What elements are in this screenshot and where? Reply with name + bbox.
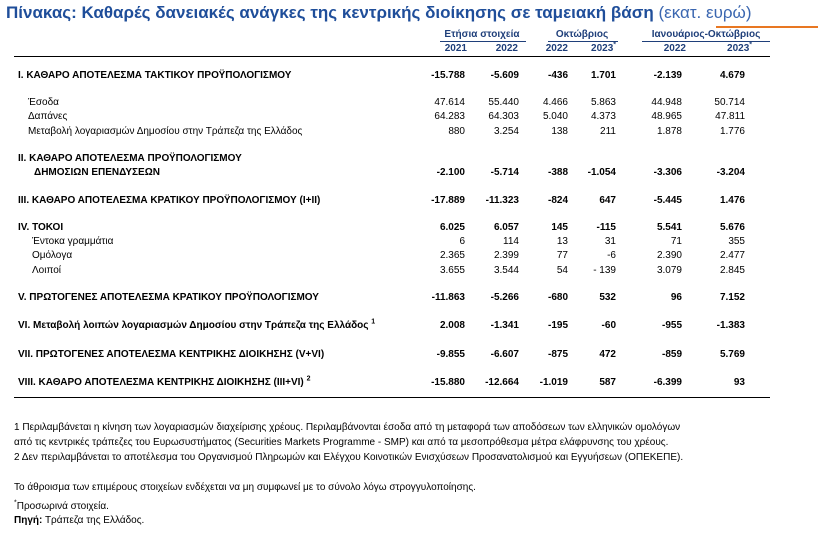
row-value: 114: [503, 236, 519, 247]
rounding-note: Το άθροισμα των επιμέρους στοιχείων ενδέχεται να μη συμφωνεί με το σύνολο λόγω στρογγυλοποίησης.: [14, 482, 476, 493]
row-value: -2.139: [653, 70, 682, 81]
row-label: VII. ΠΡΩΤΟΓΕΝΕΣ ΑΠΟΤΕΛΕΣΜΑ ΚΕΝΤΡΙΚΗΣ ΔΙΟΙΚΗΣΗΣ (V+VI): [18, 349, 325, 360]
table-title: [6, 3, 752, 23]
header-group-annual: Ετήσια στοιχεία: [444, 29, 520, 40]
row-value: 4.466: [542, 97, 568, 108]
row-value: -2.100: [436, 167, 465, 178]
row-label: Δαπάνες: [28, 111, 68, 122]
table-row: [0, 250, 821, 263]
row-value: 3.079: [656, 265, 682, 276]
row-value: 48.965: [651, 111, 682, 122]
row-value: 1.878: [656, 126, 682, 137]
row-value: -680: [547, 292, 568, 303]
header-year: 2022: [545, 43, 568, 54]
row-value: 13: [556, 236, 568, 247]
row-value: -15.788: [431, 70, 465, 81]
row-value: 5.769: [719, 349, 745, 360]
row-value: 64.303: [488, 111, 519, 122]
row-value: 472: [599, 349, 616, 360]
header-year: 2022: [663, 43, 686, 54]
row-value: -9.855: [436, 349, 465, 360]
row-label: ΔΗΜΟΣΙΩΝ ΕΠΕΝΔΥΣΕΩΝ: [34, 167, 160, 178]
row-value: 2.008: [439, 320, 465, 331]
row-value: -6.399: [653, 377, 682, 388]
row-value: -6.607: [490, 349, 519, 360]
row-value: -955: [661, 320, 682, 331]
row-value: -875: [547, 349, 568, 360]
table-row: [0, 111, 821, 124]
row-value: 2.399: [493, 250, 519, 261]
row-value: 880: [448, 126, 465, 137]
row-value: - 139: [593, 265, 616, 276]
table-row: [0, 153, 821, 166]
row-value: 4.373: [590, 111, 616, 122]
row-value: -824: [547, 195, 568, 206]
row-value: 71: [670, 236, 682, 247]
row-label: II. ΚΑΘΑΡΟ ΑΠΟΤΕΛΕΣΜΑ ΠΡΟΫΠΟΛΟΓΙΣΜΟΥ: [18, 153, 242, 164]
row-label: Ομόλογα: [32, 250, 73, 261]
row-label: I. ΚΑΘΑΡΟ ΑΠΟΤΕΛΕΣΜΑ ΤΑΚΤΙΚΟΥ ΠΡΟΫΠΟΛΟΓΙΣΜΟΥ: [18, 70, 292, 81]
row-value: -1.054: [587, 167, 616, 178]
row-value: -436: [547, 70, 568, 81]
header-group-october: Οκτώβριος: [555, 29, 609, 40]
row-label: Λοιποί: [32, 265, 62, 276]
row-value: 50.714: [714, 97, 745, 108]
table-row: [0, 320, 821, 333]
header-year: 2021: [444, 43, 467, 54]
row-label: IV. ΤΟΚΟΙ: [18, 222, 64, 233]
row-value: 93: [733, 377, 745, 388]
row-value: 7.152: [719, 292, 745, 303]
row-value: 5.040: [542, 111, 568, 122]
row-value: 77: [556, 250, 568, 261]
row-value: -859: [661, 349, 682, 360]
header-group-october-underline: [548, 41, 618, 42]
table-row: [0, 126, 821, 139]
row-value: 54: [556, 265, 568, 276]
row-value: -1.383: [716, 320, 745, 331]
row-value: -388: [547, 167, 568, 178]
row-label: Έντοκα γραμμάτια: [32, 236, 114, 247]
row-label: VIII. ΚΑΘΑΡΟ ΑΠΟΤΕΛΕΣΜΑ ΚΕΝΤΡΙΚΗΣ ΔΙΟΙΚΗΣΗΣ (III+VI) $^2$: [18, 375, 311, 388]
row-value: 3.655: [439, 265, 465, 276]
row-value: 55.440: [488, 97, 519, 108]
row-value: -17.889: [431, 195, 465, 206]
row-value: 5.676: [719, 222, 745, 233]
table-row: [0, 97, 821, 110]
row-value: -115: [596, 222, 616, 233]
row-value: 31: [604, 236, 616, 247]
footnote-1-line-1: 1 Περιλαμβάνεται η κίνηση των λογαριασμών διαχείρισης χρέους. Περιλαμβάνονται έσοδα από τη μεταφορά των αποδόσεων των ελληνικών ομολόγων: [14, 422, 681, 433]
source-note: Πηγή: Τράπεζα της Ελλάδος.: [14, 515, 145, 526]
row-value: -5.609: [490, 70, 519, 81]
row-value: 1.701: [590, 70, 616, 81]
row-value: -11.863: [431, 292, 465, 303]
row-value: -5.714: [490, 167, 519, 178]
title-unit: (εκατ. ευρώ): [658, 3, 752, 22]
row-value: 2.845: [719, 265, 745, 276]
row-value: 2.477: [719, 250, 745, 261]
table-row: [0, 195, 821, 208]
row-value: 211: [600, 126, 616, 137]
row-value: -3.204: [716, 167, 745, 178]
row-value: -5.266: [490, 292, 519, 303]
row-value: 6.057: [493, 222, 519, 233]
row-value: 138: [551, 126, 568, 137]
footnote-1-line-2: από τις κεντρικές τράπεζες του Ευρωσυστήματος (Securities Markets Programme - SMP) και από τα μεσοπρόθεσμα μέτρα ελάφρυνσης του χρέους.: [14, 437, 669, 448]
row-value: 64.283: [434, 111, 465, 122]
row-value: -1.019: [539, 377, 568, 388]
row-value: 3.544: [493, 265, 519, 276]
row-value: 44.948: [651, 97, 682, 108]
title-text: Πίνακας: Καθαρές δανειακές ανάγκες της κεντρικής διοίκησης σε ταμειακή βάση: [6, 3, 654, 22]
row-value: 1.776: [719, 126, 745, 137]
table-row: [0, 349, 821, 362]
header-group-jan-oct: Ιανουάριος-Οκτώβριος: [651, 29, 761, 40]
table-row: [0, 292, 821, 305]
row-value: 532: [599, 292, 616, 303]
table-row: [0, 70, 821, 83]
row-value: 4.679: [719, 70, 745, 81]
row-value: -3.306: [653, 167, 682, 178]
table-row: [0, 222, 821, 235]
row-value: 1.476: [719, 195, 745, 206]
row-value: -1.341: [490, 320, 519, 331]
row-value: 5.541: [656, 222, 682, 233]
header-year: 2022: [495, 43, 518, 54]
row-value: 647: [599, 195, 616, 206]
row-value: -5.445: [653, 195, 682, 206]
row-value: -60: [601, 320, 616, 331]
row-value: 2.390: [656, 250, 682, 261]
row-value: 6.025: [439, 222, 465, 233]
row-value: -11.323: [485, 195, 519, 206]
row-value: 2.365: [439, 250, 465, 261]
row-value: 47.614: [434, 97, 465, 108]
row-label: III. ΚΑΘΑΡΟ ΑΠΟΤΕΛΕΣΜΑ ΚΡΑΤΙΚΟΥ ΠΡΟΫΠΟΛΟΓΙΣΜΟΥ (I+II): [18, 195, 321, 206]
row-label: VI. Μεταβολή λοιπών λογαριασμών Δημοσίου στην Τράπεζα της Ελλάδος $^1$: [18, 318, 376, 331]
footer-rule: [14, 397, 770, 398]
row-value: 355: [728, 236, 745, 247]
row-value: -15.880: [431, 377, 465, 388]
row-value: 96: [670, 292, 682, 303]
table-row: [0, 377, 821, 390]
row-value: -12.664: [485, 377, 519, 388]
row-value: 3.254: [493, 126, 519, 137]
row-label: V. ΠΡΩΤΟΓΕΝΕΣ ΑΠΟΤΕΛΕΣΜΑ ΚΡΑΤΙΚΟΥ ΠΡΟΫΠΟΛΟΓΙΣΜΟΥ: [18, 292, 319, 303]
row-value: 5.863: [590, 97, 616, 108]
title-unit-underline: [716, 26, 818, 28]
row-value: 145: [551, 222, 568, 233]
row-value: 587: [599, 377, 616, 388]
table-row: [0, 265, 821, 278]
row-value: -6: [607, 250, 616, 261]
row-label: Μεταβολή λογαριασμών Δημοσίου στην Τράπεζα της Ελλάδος: [28, 126, 303, 137]
row-value: 6: [459, 236, 465, 247]
footnote-2: 2 Δεν περιλαμβάνεται το αποτέλεσμα του Οργανισμού Πληρωμών και Ελέγχου Κοινοτικών Ενισχύσεων Προσανατολισμού και Εγγυήσεων (ΟΠΕΚΕΠΕ).: [14, 452, 684, 463]
header-group-annual-underline: [440, 41, 526, 42]
row-value: 47.811: [715, 111, 745, 122]
provisional-note: *Προσωρινά στοιχεία.: [14, 499, 109, 512]
header-rule: [14, 56, 770, 57]
header-year-provisional: 2023*: [591, 41, 616, 54]
row-value: -195: [547, 320, 568, 331]
table-row: [0, 167, 821, 180]
header-year-provisional: 2023*: [727, 41, 752, 54]
table-row: [0, 236, 821, 249]
row-label: Έσοδα: [28, 97, 59, 108]
